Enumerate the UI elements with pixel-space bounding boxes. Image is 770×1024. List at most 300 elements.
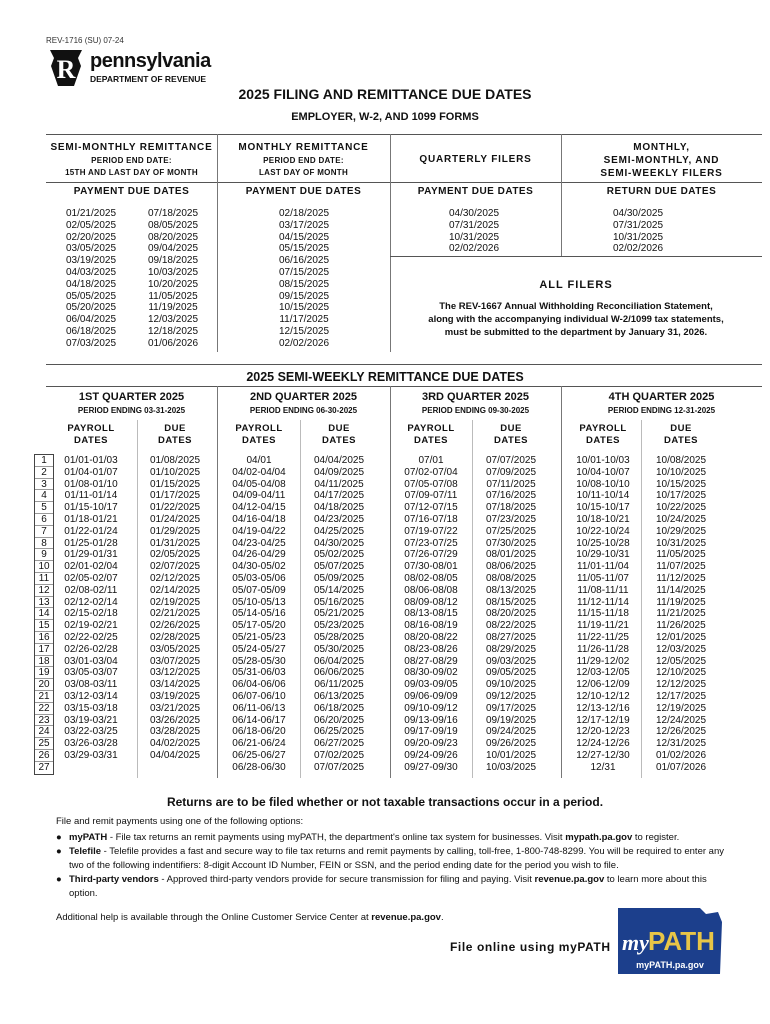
- due-date-cell: 03/19/2025: [149, 690, 201, 702]
- payroll-date-cell: 08/06-08/08: [404, 584, 458, 596]
- row-number: 24: [35, 726, 53, 738]
- all-filers-line-2: along with the accompanying individual W-2/1099 tax statements,: [428, 314, 724, 325]
- date-cell: 08/15/2025: [278, 278, 330, 290]
- payroll-date-cell: 12/24-12/26: [576, 738, 630, 750]
- payroll-date-cell: 05/31-06/03: [232, 667, 286, 679]
- date-cell: 04/30/2025: [612, 208, 664, 219]
- pa-revenue-logo: [46, 48, 216, 88]
- due-dates-column: [138, 455, 212, 762]
- due-label-1: DUE: [670, 423, 692, 434]
- payroll-date-cell: 11/01-11/04: [577, 561, 629, 573]
- due-date-cell: 03/21/2025: [149, 702, 201, 714]
- due-date-cell: 04/04/2025: [149, 749, 201, 761]
- mypath-logo[interactable]: [614, 902, 726, 978]
- due-date-cell: 02/26/2025: [149, 620, 201, 632]
- due-date-cell: 05/16/2025: [313, 596, 365, 608]
- date-cell: 07/03/2025: [65, 337, 117, 349]
- payroll-date-cell: 02/19-02/21: [64, 620, 118, 632]
- due-date-cell: 11/21/2025: [656, 608, 706, 620]
- payroll-date-cell: 03/15-03/18: [64, 702, 118, 714]
- due-label-2: DATES: [664, 435, 698, 446]
- payroll-label-1: PAYROLL: [67, 423, 115, 434]
- due-date-cell: 02/05/2025: [149, 549, 201, 561]
- option-description-end: to learn more about this option.: [69, 874, 707, 899]
- due-date-cell: 01/31/2025: [149, 537, 201, 549]
- payroll-date-cell: 05/14-05/16: [232, 608, 286, 620]
- payroll-date-cell: 03/22-03/25: [64, 726, 118, 738]
- due-date-cell: 09/10/2025: [485, 679, 537, 691]
- payroll-date-cell: 12/27-12/30: [576, 749, 630, 761]
- payroll-date-cell: 06/28-06/30: [232, 761, 286, 773]
- payroll-date-cell: 04/02-04/04: [232, 466, 286, 478]
- payroll-date-cell: 06/18-06/20: [232, 726, 286, 738]
- payroll-date-cell: 04/09-04/11: [232, 490, 286, 502]
- payroll-date-cell: 12/20-12/23: [576, 726, 630, 738]
- payroll-date-cell: 07/19-07/22: [404, 525, 458, 537]
- due-date-cell: 12/19/2025: [655, 702, 707, 714]
- payroll-date-cell: 11/05-11/07: [577, 572, 629, 584]
- payroll-date-cell: 01/01-01/03: [64, 455, 118, 466]
- payroll-date-cell: 08/27-08/29: [404, 655, 458, 667]
- due-date-cell: 08/29/2025: [485, 643, 537, 655]
- due-date-cell: 11/26/2025: [656, 620, 706, 632]
- payroll-date-cell: 09/24-09/26: [404, 749, 458, 761]
- due-date-cell: 01/24/2025: [149, 513, 201, 525]
- row-number: 25: [35, 738, 53, 750]
- payroll-date-cell: 09/03-09/05: [404, 679, 458, 691]
- help-end: .: [440, 912, 444, 923]
- due-label-2: DATES: [322, 435, 356, 446]
- row-number: 15: [35, 620, 53, 632]
- payroll-date-cell: 12/06-12/09: [576, 679, 630, 691]
- payroll-date-cell: 07/02-07/04: [404, 466, 458, 478]
- due-date-cell: 07/02/2025: [313, 749, 365, 761]
- due-date-cell: 04/30/2025: [313, 537, 365, 549]
- due-date-cell: 05/23/2025: [313, 620, 365, 632]
- all-filers-body: [390, 300, 762, 339]
- date-cell: 10/15/2025: [278, 302, 330, 314]
- payroll-dates-column: [56, 455, 126, 762]
- quarter-heading: 1ST QUARTER 2025: [78, 391, 185, 403]
- due-date-cell: 01/10/2025: [149, 466, 201, 478]
- msw-heading-3: SEMI-WEEKLY FILERS: [600, 168, 723, 179]
- payroll-date-cell: 05/10-05/13: [232, 596, 286, 608]
- date-cell: 05/05/2025: [65, 290, 117, 302]
- row-number: 4: [35, 490, 53, 502]
- payroll-date-cell: 10/11-10/14: [576, 490, 630, 502]
- semi-weekly-title: 2025 SEMI-WEEKLY REMITTANCE DUE DATES: [246, 370, 524, 384]
- date-cell: 09/04/2025: [147, 243, 199, 255]
- due-date-cell: 09/26/2025: [485, 738, 537, 750]
- due-date-cell: 09/12/2025: [485, 690, 537, 702]
- all-filers-heading: ALL FILERS: [539, 279, 613, 291]
- payroll-date-cell: 09/06-09/09: [404, 690, 458, 702]
- payroll-date-cell: 07/09-07/11: [404, 490, 458, 502]
- payroll-date-cell: 12/13-12/16: [576, 702, 630, 714]
- due-date-cell: 09/05/2025: [485, 667, 537, 679]
- due-date-cell: 06/11/2025: [314, 679, 364, 691]
- sw-subdivider-2: [300, 420, 301, 778]
- payroll-date-cell: 01/15-10/17: [64, 502, 118, 514]
- payroll-date-cell: 12/31: [590, 761, 616, 773]
- payroll-date-cell: 05/28-05/30: [232, 655, 286, 667]
- due-date-cell: 07/09/2025: [485, 466, 537, 478]
- date-cell: 08/20/2025: [147, 231, 199, 243]
- payroll-date-cell: 08/30-09/02: [404, 667, 458, 679]
- row-number: 12: [35, 585, 53, 597]
- help-prefix: Additional help is available through the Online Customer Service Center at: [56, 912, 372, 923]
- payroll-date-cell: 02/05-02/07: [64, 572, 118, 584]
- payroll-date-cell: 08/23-08/26: [404, 643, 458, 655]
- payroll-date-cell: 08/16-08/19: [404, 620, 458, 632]
- payroll-date-cell: 03/12-03/14: [64, 690, 118, 702]
- date-cell: 10/03/2025: [147, 266, 199, 278]
- payroll-dates-header: [56, 423, 126, 447]
- semi-monthly-dates-a: [58, 208, 124, 350]
- due-date-cell: 01/22/2025: [149, 502, 201, 514]
- form-number: REV-1716 (SU) 07-24: [46, 36, 124, 45]
- row-number: 23: [35, 715, 53, 727]
- due-label-1: DUE: [500, 423, 522, 434]
- quarter-period: PERIOD ENDING 03-31-2025: [77, 406, 186, 415]
- payroll-date-cell: 07/23-07/25: [404, 537, 458, 549]
- due-dates-header: [642, 423, 720, 447]
- payroll-date-cell: 09/10-09/12: [404, 702, 458, 714]
- due-date-cell: 04/23/2025: [313, 513, 365, 525]
- payroll-date-cell: 01/04-01/07: [64, 466, 118, 478]
- payroll-date-cell: 01/18-01/21: [64, 513, 118, 525]
- options-list: [56, 831, 726, 901]
- row-number: 27: [38, 761, 50, 773]
- bullet-icon: ●: [56, 874, 62, 885]
- due-date-cell: 01/15/2025: [149, 478, 201, 490]
- row-number: 1: [35, 455, 53, 467]
- payroll-label-2: DATES: [242, 435, 276, 446]
- payroll-date-cell: 06/11-06/13: [232, 702, 286, 714]
- payroll-label-2: DATES: [586, 435, 620, 446]
- quarter-period: PERIOD ENDING 06-30-2025: [249, 406, 358, 415]
- date-cell: 05/15/2025: [278, 243, 330, 255]
- due-date-cell: 10/24/2025: [655, 513, 707, 525]
- payroll-date-cell: 07/01: [418, 455, 444, 466]
- table-header-rule: [46, 182, 762, 183]
- sw-subdivider-3: [472, 420, 473, 778]
- row-number: 6: [35, 514, 53, 526]
- option-link[interactable]: revenue.pa.gov: [534, 874, 605, 885]
- payroll-date-cell: 04/19-04/22: [232, 525, 286, 537]
- option-description: - File tax returns an remit payments using myPATH, the department's online tax system for businesses. Visit: [107, 832, 566, 843]
- payroll-date-cell: 05/21-05/23: [232, 631, 286, 643]
- payroll-dates-column: [566, 455, 640, 774]
- payroll-date-cell: 12/10-12/12: [576, 690, 630, 702]
- payroll-date-cell: 10/22-10/24: [576, 525, 630, 537]
- payroll-date-cell: 07/30-08/01: [404, 561, 458, 573]
- due-date-cell: 10/22/2025: [655, 502, 707, 514]
- date-cell: 07/18/2025: [147, 208, 199, 219]
- semi-monthly-period-2: 15TH AND LAST DAY OF MONTH: [65, 168, 198, 177]
- due-date-cell: 06/27/2025: [313, 738, 365, 750]
- due-date-cell: 01/08/2025: [149, 455, 201, 466]
- payroll-date-cell: 11/19-11/21: [577, 620, 629, 632]
- due-date-cell: 11/07/2025: [656, 561, 706, 573]
- due-date-cell: 06/25/2025: [313, 726, 365, 738]
- date-cell: 03/05/2025: [65, 243, 117, 255]
- due-date-cell: 02/19/2025: [149, 596, 201, 608]
- payroll-date-cell: 12/17-12/19: [576, 714, 630, 726]
- due-date-cell: 10/15/2025: [655, 478, 707, 490]
- payroll-date-cell: 10/25-10/28: [576, 537, 630, 549]
- monthly-dates: [266, 208, 342, 350]
- due-date-cell: 12/01/2025: [655, 631, 707, 643]
- due-date-cell: 05/28/2025: [313, 631, 365, 643]
- payroll-date-cell: 11/12-11/14: [577, 596, 629, 608]
- date-cell: 02/18/2025: [278, 208, 330, 219]
- due-date-cell: 02/21/2025: [149, 608, 201, 620]
- due-date-cell: 08/06/2025: [485, 561, 537, 573]
- payroll-date-cell: 12/03-12/05: [576, 667, 630, 679]
- date-cell: 02/02/2026: [448, 243, 500, 255]
- date-cell: 12/15/2025: [278, 325, 330, 337]
- payroll-date-cell: 11/29-12/02: [576, 655, 630, 667]
- due-date-cell: 04/18/2025: [313, 502, 365, 514]
- due-dates-column: [302, 455, 376, 774]
- payroll-date-cell: 05/07-05/09: [232, 584, 286, 596]
- due-date-cell: 07/16/2025: [485, 490, 537, 502]
- payroll-date-cell: 02/26-02/28: [64, 643, 118, 655]
- date-cell: 11/05/2025: [148, 290, 198, 302]
- payroll-date-cell: 09/27-09/30: [404, 761, 458, 773]
- due-date-cell: 08/20/2025: [485, 608, 537, 620]
- date-cell: 10/31/2025: [448, 231, 500, 243]
- msw-dates: [600, 208, 676, 255]
- quarterly-heading: QUARTERLY FILERS: [419, 154, 532, 165]
- payroll-date-cell: 03/19-03/21: [64, 714, 118, 726]
- due-dates-header: [138, 423, 212, 447]
- monthly-pay-heading: PAYMENT DUE DATES: [245, 186, 362, 197]
- due-label-2: DATES: [494, 435, 528, 446]
- due-date-cell: 07/07/2025: [313, 761, 365, 773]
- due-date-cell: 04/09/2025: [313, 466, 365, 478]
- payroll-date-cell: 11/15-11/18: [577, 608, 629, 620]
- payroll-date-cell: 03/01-03/04: [64, 655, 118, 667]
- due-date-cell: 04/25/2025: [313, 525, 365, 537]
- payroll-date-cell: 10/29-10/31: [576, 549, 630, 561]
- payroll-date-cell: 09/20-09/23: [404, 738, 458, 750]
- option-item: [56, 845, 726, 873]
- date-cell: 02/02/2026: [278, 337, 330, 349]
- due-date-cell: 01/02/2026: [655, 749, 707, 761]
- date-cell: 05/20/2025: [65, 302, 117, 314]
- due-date-cell: 09/17/2025: [485, 702, 537, 714]
- due-date-cell: 01/17/2025: [149, 490, 201, 502]
- due-date-cell: 12/03/2025: [655, 643, 707, 655]
- payroll-date-cell: 10/04-10/07: [576, 466, 630, 478]
- all-filers-rule: [390, 256, 762, 257]
- payroll-date-cell: 07/16-07/18: [404, 513, 458, 525]
- due-dates-header: [302, 423, 376, 447]
- option-item: [56, 831, 726, 845]
- due-date-cell: 04/17/2025: [313, 490, 365, 502]
- due-date-cell: 10/03/2025: [485, 761, 537, 773]
- due-date-cell: 07/11/2025: [486, 478, 536, 490]
- payroll-date-cell: 10/08-10/10: [576, 478, 630, 490]
- msw-return-heading: RETURN DUE DATES: [606, 186, 717, 197]
- due-date-cell: 04/04/2025: [313, 455, 365, 466]
- option-link[interactable]: mypath.pa.gov: [565, 832, 633, 843]
- monthly-period-2: LAST DAY OF MONTH: [258, 168, 349, 177]
- row-number: 9: [35, 549, 53, 561]
- due-date-cell: 05/14/2025: [313, 584, 365, 596]
- due-date-cell: 02/28/2025: [149, 631, 201, 643]
- date-cell: 07/31/2025: [448, 219, 500, 231]
- sw-divider-3: [561, 386, 562, 778]
- date-cell: 10/31/2025: [612, 231, 664, 243]
- due-date-cell: 08/15/2025: [485, 596, 537, 608]
- option-item: [56, 873, 726, 901]
- help-text: [56, 912, 444, 923]
- payroll-date-cell: 04/01: [246, 455, 272, 466]
- due-date-cell: 10/29/2025: [655, 525, 707, 537]
- semi-monthly-heading: SEMI-MONTHLY REMITTANCE: [50, 142, 213, 153]
- payroll-date-cell: 06/07-06/10: [232, 690, 286, 702]
- due-date-cell: 05/30/2025: [313, 643, 365, 655]
- payroll-dates-column: [396, 455, 466, 774]
- sw-divider-1: [217, 386, 218, 778]
- semi-monthly-period-1: PERIOD END DATE:: [91, 156, 172, 165]
- payroll-date-cell: 02/01-02/04: [64, 561, 118, 573]
- payroll-dates-column: [224, 455, 294, 774]
- row-number: 26: [35, 750, 53, 762]
- mypath-logo-path: PATH: [648, 926, 715, 956]
- payroll-date-cell: 03/29-03/31: [64, 749, 118, 761]
- row-number: 5: [35, 502, 53, 514]
- due-date-cell: 11/19/2025: [656, 596, 706, 608]
- msw-heading-1: MONTHLY,: [633, 142, 690, 153]
- date-cell: 09/18/2025: [147, 255, 199, 267]
- due-date-cell: 10/08/2025: [655, 455, 707, 466]
- payroll-date-cell: 04/05-04/08: [232, 478, 286, 490]
- due-date-cell: 03/26/2025: [149, 714, 201, 726]
- row-number: 20: [35, 679, 53, 691]
- date-cell: 12/03/2025: [147, 314, 199, 326]
- row-number: 2: [35, 467, 53, 479]
- due-date-cell: 06/06/2025: [313, 667, 365, 679]
- payroll-date-cell: 03/26-03/28: [64, 738, 118, 750]
- semi-weekly-top-rule: [46, 364, 762, 365]
- option-name: Third-party vendors: [69, 874, 159, 885]
- payroll-date-cell: 07/12-07/15: [404, 502, 458, 514]
- date-cell: 01/21/2025: [65, 208, 117, 219]
- row-number: 22: [35, 703, 53, 715]
- payroll-dates-header: [224, 423, 294, 447]
- date-cell: 01/06/2026: [147, 337, 199, 349]
- payroll-date-cell: 03/05-03/07: [64, 667, 118, 679]
- date-cell: 12/18/2025: [147, 325, 199, 337]
- due-date-cell: 12/10/2025: [655, 667, 707, 679]
- quarter-heading: 3RD QUARTER 2025: [422, 391, 529, 403]
- quarter-heading: 4TH QUARTER 2025: [608, 391, 715, 403]
- due-date-cell: 09/19/2025: [485, 714, 537, 726]
- row-number: 16: [35, 632, 53, 644]
- date-cell: 10/20/2025: [147, 278, 199, 290]
- payroll-date-cell: 01/29-01/31: [64, 549, 118, 561]
- payroll-label-1: PAYROLL: [579, 423, 627, 434]
- row-number: 11: [35, 573, 53, 585]
- date-cell: 11/19/2025: [148, 302, 198, 314]
- payroll-date-cell: 11/26-11/28: [577, 643, 629, 655]
- due-date-cell: 11/05/2025: [656, 549, 706, 561]
- payroll-date-cell: 06/04-06/06: [232, 679, 286, 691]
- payroll-date-cell: 02/15-02/18: [64, 608, 118, 620]
- due-date-cell: 10/31/2025: [655, 537, 707, 549]
- due-date-cell: 03/07/2025: [149, 655, 201, 667]
- due-date-cell: 02/07/2025: [149, 561, 201, 573]
- due-date-cell: 06/18/2025: [313, 702, 365, 714]
- due-date-cell: 02/14/2025: [149, 584, 201, 596]
- quarter-period: PERIOD ENDING 12-31-2025: [607, 406, 716, 415]
- msw-heading-2: SEMI-MONTHLY, AND: [603, 155, 720, 166]
- monthly-period-1: PERIOD END DATE:: [263, 156, 344, 165]
- options-intro: File and remit payments using one of the following options:: [56, 816, 304, 827]
- payroll-label-2: DATES: [74, 435, 108, 446]
- due-date-cell: 06/04/2025: [313, 655, 365, 667]
- due-date-cell: 11/14/2025: [656, 584, 706, 596]
- option-name: myPATH: [69, 832, 108, 843]
- payroll-date-cell: 06/25-06/27: [232, 749, 286, 761]
- help-link[interactable]: revenue.pa.gov: [371, 912, 441, 923]
- payroll-date-cell: 06/14-06/17: [232, 714, 286, 726]
- payroll-date-cell: 05/17-05/20: [232, 620, 286, 632]
- due-date-cell: 12/31/2025: [655, 738, 707, 750]
- due-date-cell: 07/18/2025: [485, 502, 537, 514]
- all-filers-line-3: must be submitted to the department by January 31, 2026.: [444, 327, 708, 338]
- payroll-date-cell: 11/22-11/25: [577, 631, 629, 643]
- semi-weekly-title-rule: [46, 386, 762, 387]
- row-number: 7: [35, 526, 53, 538]
- quarter-period: PERIOD ENDING 09-30-2025: [421, 406, 530, 415]
- payroll-date-cell: 05/24-05/27: [232, 643, 286, 655]
- sw-divider-2: [390, 386, 391, 778]
- due-date-cell: 10/10/2025: [655, 466, 707, 478]
- payroll-date-cell: 01/22-01/24: [64, 525, 118, 537]
- due-date-cell: 01/29/2025: [149, 525, 201, 537]
- payroll-date-cell: 02/08-02/11: [64, 584, 118, 596]
- due-date-cell: 01/07/2026: [655, 761, 707, 773]
- date-cell: 07/31/2025: [612, 219, 664, 231]
- payroll-label-1: PAYROLL: [407, 423, 455, 434]
- payroll-date-cell: 04/26-04/29: [232, 549, 286, 561]
- payroll-date-cell: 10/18-10/21: [576, 513, 630, 525]
- date-cell: 06/04/2025: [65, 314, 117, 326]
- due-date-cell: 04/02/2025: [149, 738, 201, 750]
- payroll-date-cell: 10/15-10/17: [576, 502, 630, 514]
- due-dates-column: [642, 455, 720, 774]
- table-top-rule: [46, 134, 762, 135]
- date-cell: 06/18/2025: [65, 325, 117, 337]
- payroll-label-2: DATES: [414, 435, 448, 446]
- payroll-date-cell: 05/03-05/06: [232, 572, 286, 584]
- date-cell: 09/15/2025: [278, 290, 330, 302]
- monthly-heading: MONTHLY REMITTANCE: [238, 142, 369, 153]
- due-label-1: DUE: [328, 423, 350, 434]
- payroll-date-cell: 11/08-11/11: [577, 584, 629, 596]
- logo-dept: DEPARTMENT OF REVENUE: [90, 74, 207, 84]
- row-number: 8: [35, 538, 53, 550]
- all-filers-line-1: The REV-1667 Annual Withholding Reconciliation Statement,: [439, 301, 713, 312]
- payroll-date-cell: 08/20-08/22: [404, 631, 458, 643]
- due-date-cell: 03/12/2025: [149, 667, 201, 679]
- due-date-cell: 07/30/2025: [485, 537, 537, 549]
